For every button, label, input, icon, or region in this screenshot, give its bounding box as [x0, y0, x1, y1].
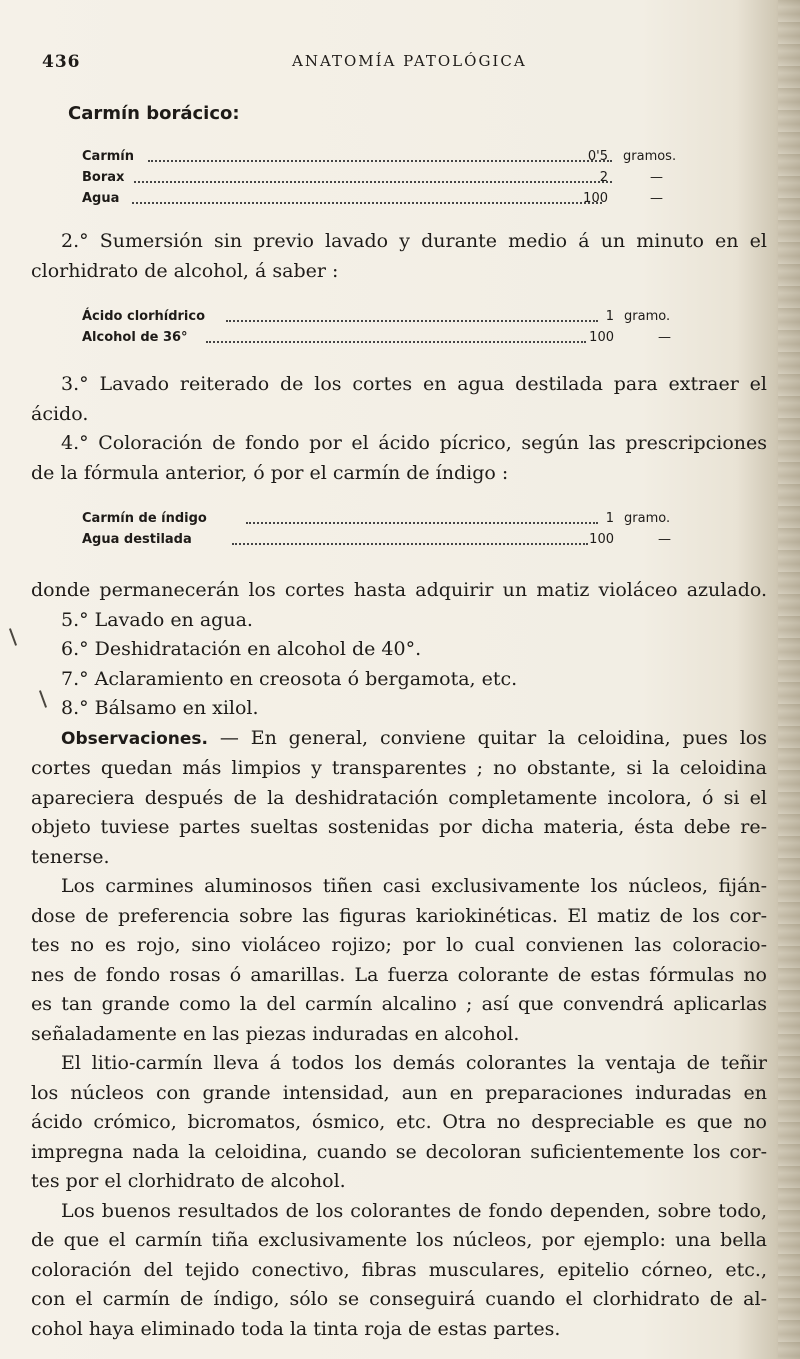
- text-line: de que el carmín tiña exclusivamente los núcleos, por ejemplo: una bella: [31, 1229, 767, 1251]
- text-line: es tan grande como la del carmín alcalino ; así que convendrá aplicarlas: [31, 993, 767, 1015]
- ingredient-name: Ácido clorhídrico: [82, 309, 206, 324]
- ingredient-qty: 1: [605, 309, 614, 324]
- page-edge-shadow: [778, 0, 800, 1359]
- text-line: 7.° Aclaramiento en creosota ó bergamota, etc.: [61, 667, 518, 690]
- ingredient-qty: 1: [605, 511, 614, 526]
- ingredient-qty: 100: [589, 330, 614, 345]
- observaciones-text: — En general, conviene quitar la celoidina, pues los: [208, 726, 767, 749]
- text-line: 5.° Lavado en agua.: [61, 608, 253, 631]
- recipe-row: [82, 327, 702, 348]
- text-line: señaladamente en las piezas induradas en alcohol.: [31, 1022, 520, 1045]
- ingredient-name: Carmín: [82, 149, 134, 164]
- ingredient-unit: —: [658, 330, 671, 345]
- ingredient-qty: 2: [599, 170, 608, 185]
- ingredient-unit: gramo.: [624, 511, 671, 526]
- section-title: Carmín borácico:: [68, 103, 240, 124]
- leader-dots: [226, 320, 598, 322]
- text-line: apareciera después de la deshidratación completamente incolora, ó si el: [31, 786, 767, 809]
- text-line: ácido crómico, bicromatos, ósmico, etc. Otra no despreciable es que no: [31, 1111, 767, 1133]
- ingredient-name: Agua: [82, 191, 120, 206]
- recipe-row: [82, 167, 702, 188]
- text-line: 4.° Coloración de fondo por el ácido pícrico, según las prescripciones: [61, 432, 767, 454]
- text-line: dose de preferencia sobre las figuras kariokinéticas. El matiz de los cor-: [31, 904, 767, 927]
- text-line: los núcleos con grande intensidad, aun en preparaciones induradas en: [31, 1081, 767, 1104]
- text-line: Los carmines aluminosos tiñen casi exclusivamente los núcleos, fiján-: [61, 875, 767, 897]
- observaciones-line: [31, 724, 767, 755]
- text-line: con el carmín de índigo, sólo se conseguirá cuando el clorhidrato de al-: [31, 1288, 767, 1310]
- running-title: ANATOMÍA PATOLÓGICA: [292, 52, 527, 70]
- recipe-carmin-indigo: [82, 508, 702, 550]
- leader-dots: [132, 202, 602, 204]
- ingredient-qty: 0'5: [587, 149, 608, 164]
- margin-mark: [9, 628, 17, 646]
- ingredient-qty: 100: [589, 532, 614, 547]
- leader-dots: [232, 543, 588, 545]
- text-line: ácido.: [31, 402, 89, 425]
- text-line: 8.° Bálsamo en xilol.: [61, 697, 259, 719]
- text-line: El litio-carmín lleva á todos los demás colorantes la ventaja de teñir: [61, 1052, 767, 1074]
- text-line: cohol haya eliminado toda la tinta roja de estas partes.: [31, 1317, 561, 1340]
- steps-3-4-text: [31, 370, 767, 488]
- step-2-text: [31, 227, 767, 286]
- text-line: nes de fondo rosas ó amarillas. La fuerza colorante de estas fórmulas no: [31, 963, 767, 986]
- recipe-row: [82, 529, 702, 550]
- text-line: tes por el clorhidrato de alcohol.: [31, 1170, 346, 1192]
- text-line: Los buenos resultados de los colorantes de fondo dependen, sobre todo,: [61, 1199, 767, 1222]
- text-line: tenerse.: [31, 845, 110, 868]
- recipe-carmin-boracico: [82, 146, 702, 209]
- body-text: [31, 576, 767, 1344]
- text-line: donde permanecerán los cortes hasta adquirir un matiz violáceo azulado.: [31, 579, 767, 601]
- ingredient-unit: —: [650, 170, 663, 185]
- page-header: [42, 42, 742, 72]
- text-line: objeto tuviese partes sueltas sostenidas por dicha materia, ésta debe re-: [31, 816, 767, 838]
- text-line: 2.° Sumersión sin previo lavado y durante medio á un minuto en el: [61, 230, 767, 252]
- recipe-row: [82, 306, 702, 327]
- ingredient-qty: 100: [583, 191, 608, 206]
- text-line: cortes quedan más limpios y transparentes ; no obstante, si la celoidina: [31, 757, 767, 779]
- ingredient-name: Carmín de índigo: [82, 511, 207, 526]
- ingredient-name: Borax: [82, 170, 125, 185]
- ingredient-unit: —: [658, 532, 671, 547]
- recipe-clorhidrato: [82, 306, 702, 348]
- ingredient-name: Alcohol de 36°: [82, 330, 188, 345]
- text-line: 6.° Deshidratación en alcohol de 40°.: [61, 638, 422, 660]
- leader-dots: [206, 341, 586, 343]
- text-line: de la fórmula anterior, ó por el carmín de índigo :: [31, 461, 509, 484]
- leader-dots: [246, 522, 598, 524]
- ingredient-name: Agua destilada: [82, 532, 192, 547]
- recipe-row: [82, 188, 702, 209]
- leader-dots: [134, 181, 612, 183]
- ingredient-unit: gramos.: [623, 149, 677, 164]
- ingredient-unit: gramo.: [624, 309, 671, 324]
- leader-dots: [148, 160, 612, 162]
- ingredient-unit: —: [650, 191, 663, 206]
- recipe-row: [82, 508, 702, 529]
- recipe-row: [82, 146, 702, 167]
- text-line: impregna nada la celoidina, cuando se decoloran suficientemente los cor-: [31, 1140, 767, 1163]
- observaciones-label: Observaciones.: [61, 728, 208, 749]
- text-line: tes no es rojo, sino violáceo rojizo; por lo cual convienen las coloracio-: [31, 934, 767, 956]
- text-line: clorhidrato de alcohol, á saber :: [31, 259, 339, 282]
- page-number: 436: [42, 52, 81, 72]
- text-line: coloración del tejido conectivo, fibras musculares, epitelio córneo, etc.,: [31, 1258, 767, 1281]
- text-line: 3.° Lavado reiterado de los cortes en agua destilada para extraer el: [61, 373, 767, 395]
